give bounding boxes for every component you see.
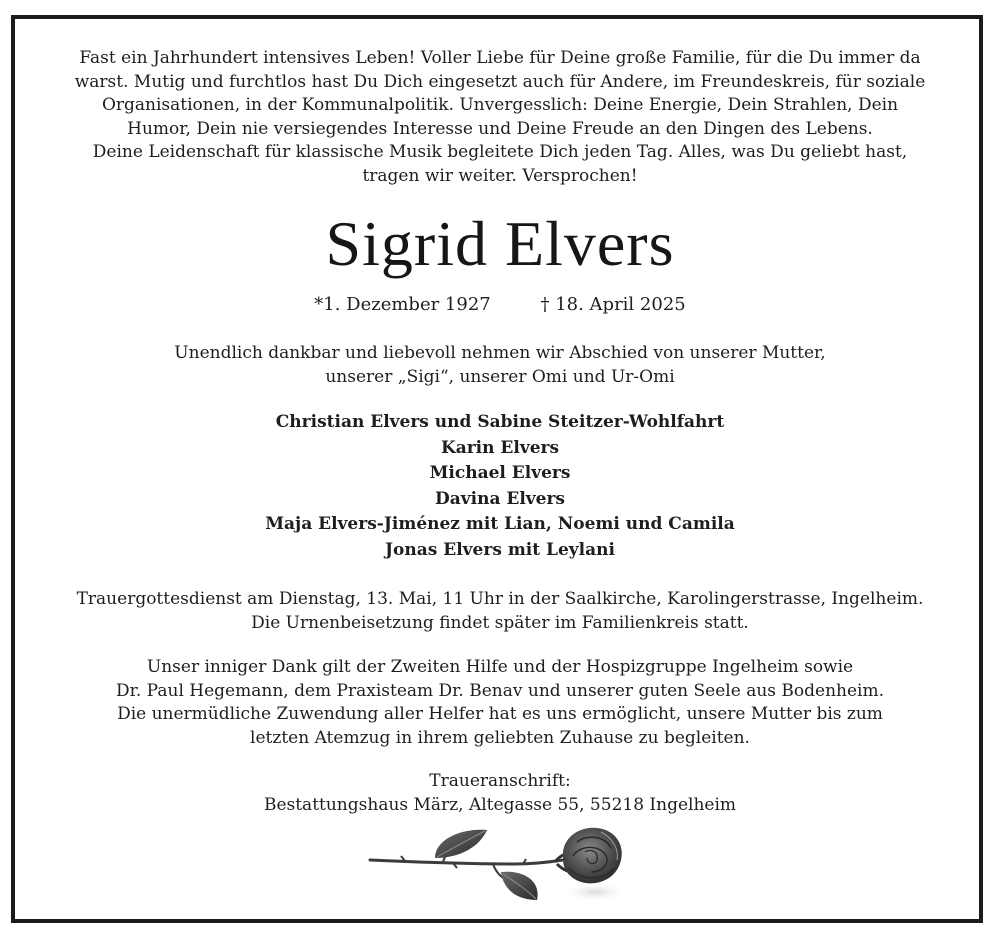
family-members — [0, 410, 1000, 563]
intro-line: Fast ein Jahrhundert intensives Leben! Voller Liebe für Deine große Familie, für die Du immer da — [79, 48, 921, 68]
deceased-name: Sigrid Elvers — [325, 208, 675, 279]
birth-date: *1. Dezember 1927 — [314, 294, 491, 315]
thanks-line: Unser inniger Dank gilt der Zweiten Hilfe und der Hospizgruppe Ingelheim sowie — [146, 657, 854, 677]
rose-icon — [365, 822, 625, 912]
family-member: Maja Elvers-Jiménez mit Lian, Noemi und Camila — [265, 514, 735, 534]
service-info — [0, 588, 1000, 635]
address-label: Traueranschrift: — [429, 771, 571, 791]
intro-line: Organisationen, in der Kommunalpolitik. Unvergesslich: Deine Energie, Dein Strahlen, Dein — [101, 95, 899, 115]
thanks-text — [0, 656, 1000, 750]
intro-line: tragen wir weiter. Versprochen! — [362, 165, 638, 186]
family-member: Christian Elvers und Sabine Steitzer-Wohlfahrt — [275, 412, 725, 432]
farewell-line: unserer „Sigi“, unserer Omi und Ur-Omi — [325, 366, 675, 387]
intro-line: Humor, Dein nie versiegendes Interesse und Deine Freude an den Dingen des Lebens. — [127, 118, 873, 139]
thanks-line: Die unermüdliche Zuwendung aller Helfer hat es uns ermöglicht, unsere Mutter bis zum — [117, 704, 883, 724]
service-line: Trauergottesdienst am Dienstag, 13. Mai, 11 Uhr in der Saalkirche, Karolingerstrasse, Ingelheim. — [76, 589, 924, 609]
life-dates — [0, 292, 1000, 318]
intro-line: Deine Leidenschaft für klassische Musik begleitete Dich jeden Tag. Alles, was Du geliebt hast, — [92, 142, 908, 162]
address-line: Bestattungshaus März, Altegasse 55, 55218 Ingelheim — [263, 794, 737, 815]
family-member: Davina Elvers — [434, 488, 566, 509]
farewell-text — [0, 342, 1000, 389]
intro-text — [0, 47, 1000, 188]
mourning-address — [0, 770, 1000, 817]
intro-line: warst. Mutig und furchtlos hast Du Dich eingesetzt auch für Andere, im Freundeskreis, für soziale — [74, 71, 926, 92]
family-member: Karin Elvers — [440, 437, 560, 458]
family-member: Michael Elvers — [429, 463, 571, 483]
thanks-line: Dr. Paul Hegemann, dem Praxisteam Dr. Benav und unserer guten Seele aus Bodenheim. — [115, 680, 885, 701]
farewell-line: Unendlich dankbar und liebevoll nehmen wir Abschied von unserer Mutter, — [174, 343, 826, 363]
service-line: Die Urnenbeisetzung findet später im Familienkreis statt. — [251, 612, 749, 633]
thanks-line: letzten Atemzug in ihrem geliebten Zuhause zu begleiten. — [250, 727, 750, 748]
death-date: † 18. April 2025 — [540, 294, 686, 315]
family-member: Jonas Elvers mit Leylani — [385, 539, 615, 560]
